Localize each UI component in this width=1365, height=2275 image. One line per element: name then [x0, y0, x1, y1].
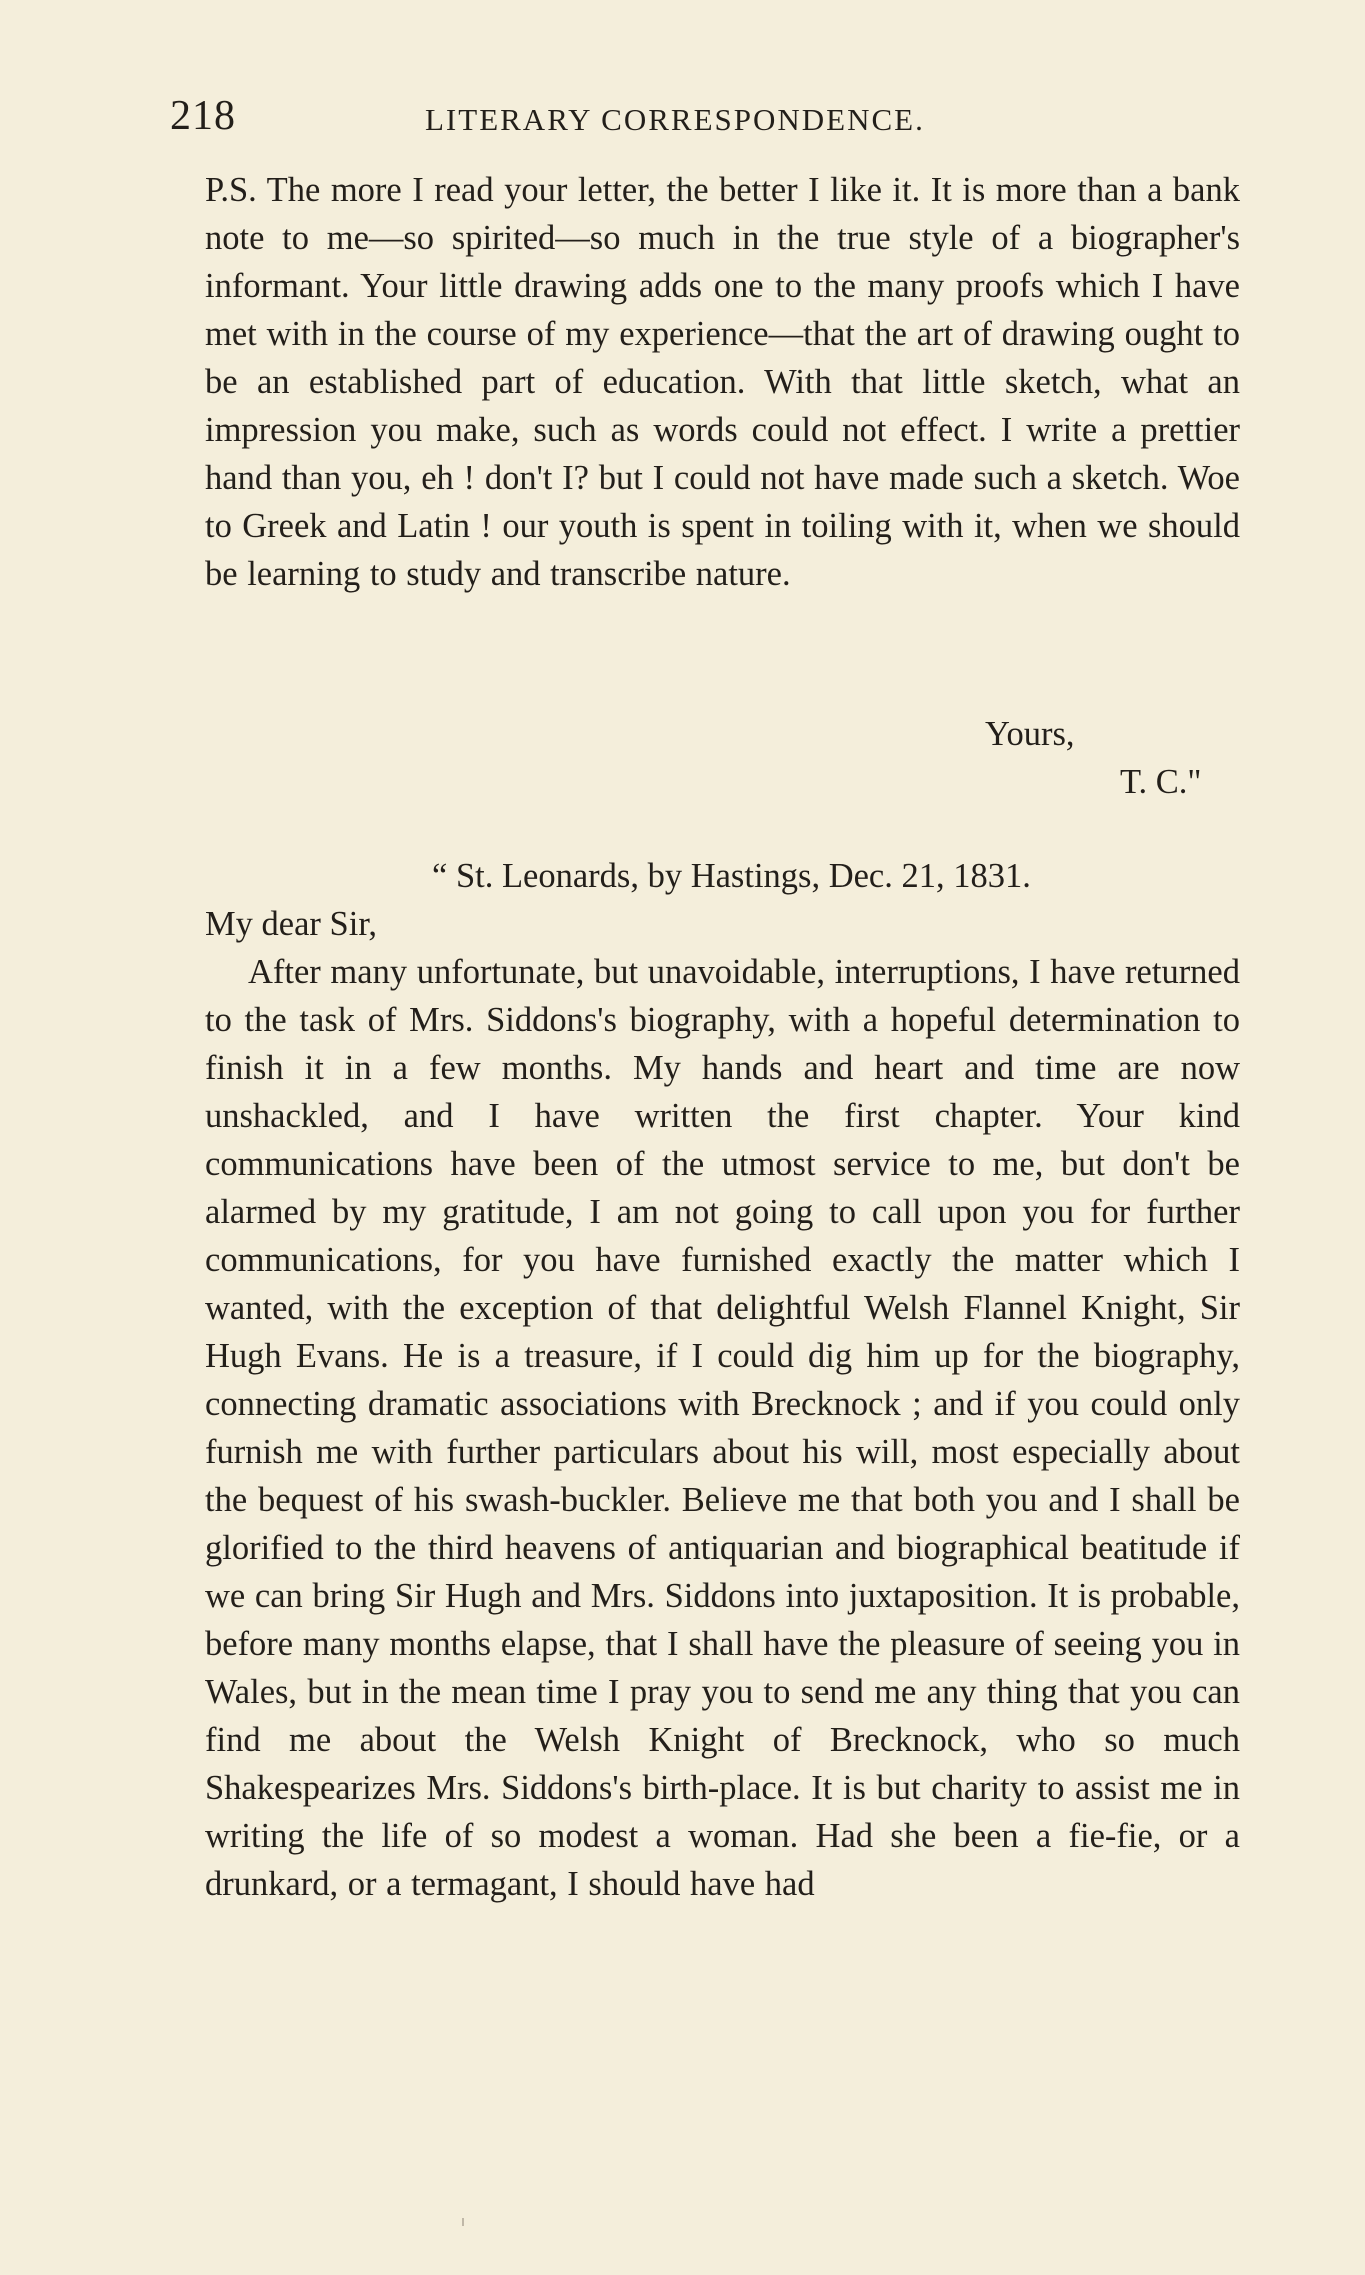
letter-paragraph — [205, 948, 1240, 1908]
page-header — [0, 92, 1365, 142]
running-title: LITERARY CORRESPONDENCE. — [425, 102, 925, 137]
postscript-paragraph — [205, 166, 1240, 598]
letter-body: After many unfortunate, but unavoidable, interruptions, I have returned to the task of Mrs. Siddons's biography, with a hopeful determination to finish it in a few months. My hands and heart and time are now unshackled, and I have written the first chapter. Your kind communications have been of the utmost service to me, but don't be alarmed by my gratitude, I am not going to call upon you for further communications, for you have furnished exactly the matter which I wanted, with the exception of that delightful Welsh Flannel Knight, Sir Hugh Evans. He is a treasure, if I could dig him up for the biography, connecting dramatic associations with Brecknock ; and if you could only furnish me with further particulars about his will, most especially about the bequest of his swash-buckler. Believe me that both you and I shall be glorified to the third heavens of antiquarian and biographical beatitude if we can bring Sir Hugh and Mrs. Siddons into juxtaposition. It is probable, before many months elapse, that I shall have the pleasure of seeing you in Wales, but in the mean time I pray you to send me any thing that you can find me about the Welsh Knight of Brecknock, who so much Shakespearizes Mrs. Siddons's birth-place. It is but charity to assist me in writing the life of so modest a woman. Had she been a fie-fie, or a drunkard, or a termagant, I should have had — [205, 953, 1240, 1903]
page-speck — [462, 2218, 464, 2226]
postscript-body: P.S. The more I read your letter, the better I like it. It is more than a bank note to me—so spirited—so much in the true style of a biographer's informant. Your little drawing adds one to the many proofs which I have met with in the course of my experience—that the art of drawing ought to be an established part of education. With that little sketch, what an impression you make, such as words could not effect. I write a prettier hand than you, eh ! don't I? but I could not have made such a sketch. Woe to Greek and Latin ! our youth is spent in toiling with it, when we should be learning to study and transcribe nature. — [205, 171, 1240, 593]
postscript-closing: Yours, — [985, 715, 1075, 753]
letter-salutation: My dear Sir, — [205, 905, 378, 943]
letter-dateline: “ St. Leonards, by Hastings, Dec. 21, 1831. — [432, 857, 1031, 895]
postscript-signature: T. C." — [1120, 763, 1202, 801]
page-number: 218 — [170, 93, 236, 139]
